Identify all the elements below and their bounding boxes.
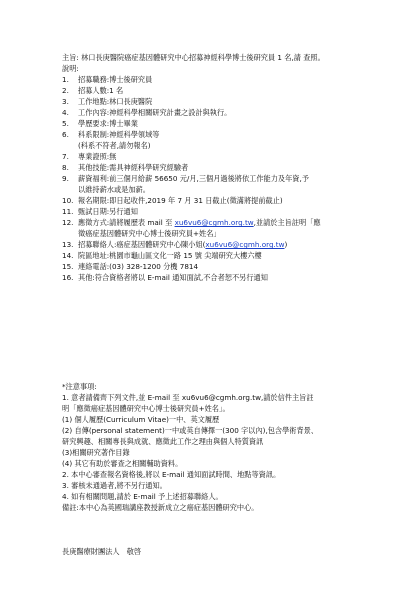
list-item: 14. 院區地址:桃園市龜山區文化一路 15 號 尖端研究大樓六樓 <box>62 251 262 260</box>
notice-line: (4) 其它有助於審查之相關輔助資料。 <box>62 459 183 468</box>
notice-line: 3. 審核未通過者,將不另行通知。 <box>62 481 167 490</box>
notice-line: (3)相關研究著作目錄 <box>62 448 130 457</box>
notice-line: 4. 如有相關問題,請於 E-mail 予上述招募聯絡人。 <box>62 492 223 501</box>
list-item: 6. 科系限制:神經科學領域等 <box>62 130 160 139</box>
notice-line: (2) 自傳(personal statement)一中或英自傳擇一(300 字以內),包含學術背景、 <box>62 426 319 435</box>
list-item: 15. 連絡電話:(03) 328-1200 分機 7814 <box>62 262 199 271</box>
notice-title: *注意事項: <box>62 382 97 391</box>
list-item-note: (科系不符者,請勿報名) <box>78 141 151 150</box>
requirements-list <box>62 74 384 283</box>
notice-line: (1) 個人履歷(Curriculum Vitae)一中、英文履歷 <box>62 415 220 424</box>
signature-block <box>62 546 384 557</box>
notice-section <box>62 381 384 513</box>
email-link[interactable]: xu6vu6@cgmh.org.tw <box>205 240 285 249</box>
list-item: 12. 應徵方式:請將履歷表 mail 至 xu6vu6@cgmh.org.tw,並請於主旨註明「應 徵癌症基因體研究中心博士後研究員+姓名」 <box>62 218 321 238</box>
notice-line: 2. 本中心審查報名資格後,將以 E-mail 通知面試時間、地點等資訊。 <box>62 470 281 479</box>
description-label: 說明: <box>62 64 79 73</box>
list-item: 8. 其他技能:需具神經科學研究經驗者 <box>62 163 189 172</box>
email-link[interactable]: xu6vu6@cgmh.org.tw <box>174 218 254 227</box>
list-item: 10. 報名期限:即日起收件,2019 年 7 月 31 日截止(徵滿將提前截止) <box>62 196 283 205</box>
list-item: 13. 招募聯絡人:癌症基因體研究中心陳小姐(xu6vu6@cgmh.org.tw) <box>62 240 288 249</box>
notice-line: 研究興趣、相關專長與成就、應徵此工作之理由與個人特質資訊 <box>62 437 264 446</box>
subject-line: 主旨: 林口長庚醫院癌症基因體研究中心招募神經科學博士後研究員 1 名,請 查照。 <box>62 53 325 62</box>
notice-line: 備註:本中心為英國瑞講座教授新成立之癌症基因體研究中心。 <box>62 503 259 512</box>
list-item: 3. 工作地點:林口長庚醫院 <box>62 97 153 106</box>
notice-line: 1. 意者請備齊下列文件,並 E-mail 至 xu6vu6@cgmh.org.tw,請於信件主旨註 <box>62 393 314 402</box>
announcement-body <box>62 52 384 283</box>
list-item: 16. 其他:符合資格者將以 E-mail 通知面試,不合者恕不另行通知 <box>62 273 268 282</box>
list-item: 2. 招募人數:1 名 <box>62 86 124 95</box>
signature: 長庚醫療財團法人 敬啓 <box>62 547 142 556</box>
list-item: 11. 甄試日期:另行通知 <box>62 207 138 216</box>
list-item: 7. 專業證照:無 <box>62 152 117 161</box>
notice-line: 明「應徵癌症基因體研究中心博士後研究員+姓名」。 <box>62 404 230 413</box>
list-item: 5. 學歷要求:博士畢業 <box>62 119 138 128</box>
list-item: 9. 薪資福利:前三個月給薪 56650 元/月,三個月過後將依工作能力及年資,予 以維持薪水或是加薪。 <box>62 174 309 194</box>
list-item: 1. 招募職務:博士後研究員 <box>62 75 153 84</box>
list-item: 4. 工作內容:神經科學相關研究計畫之設計與執行。 <box>62 108 232 117</box>
